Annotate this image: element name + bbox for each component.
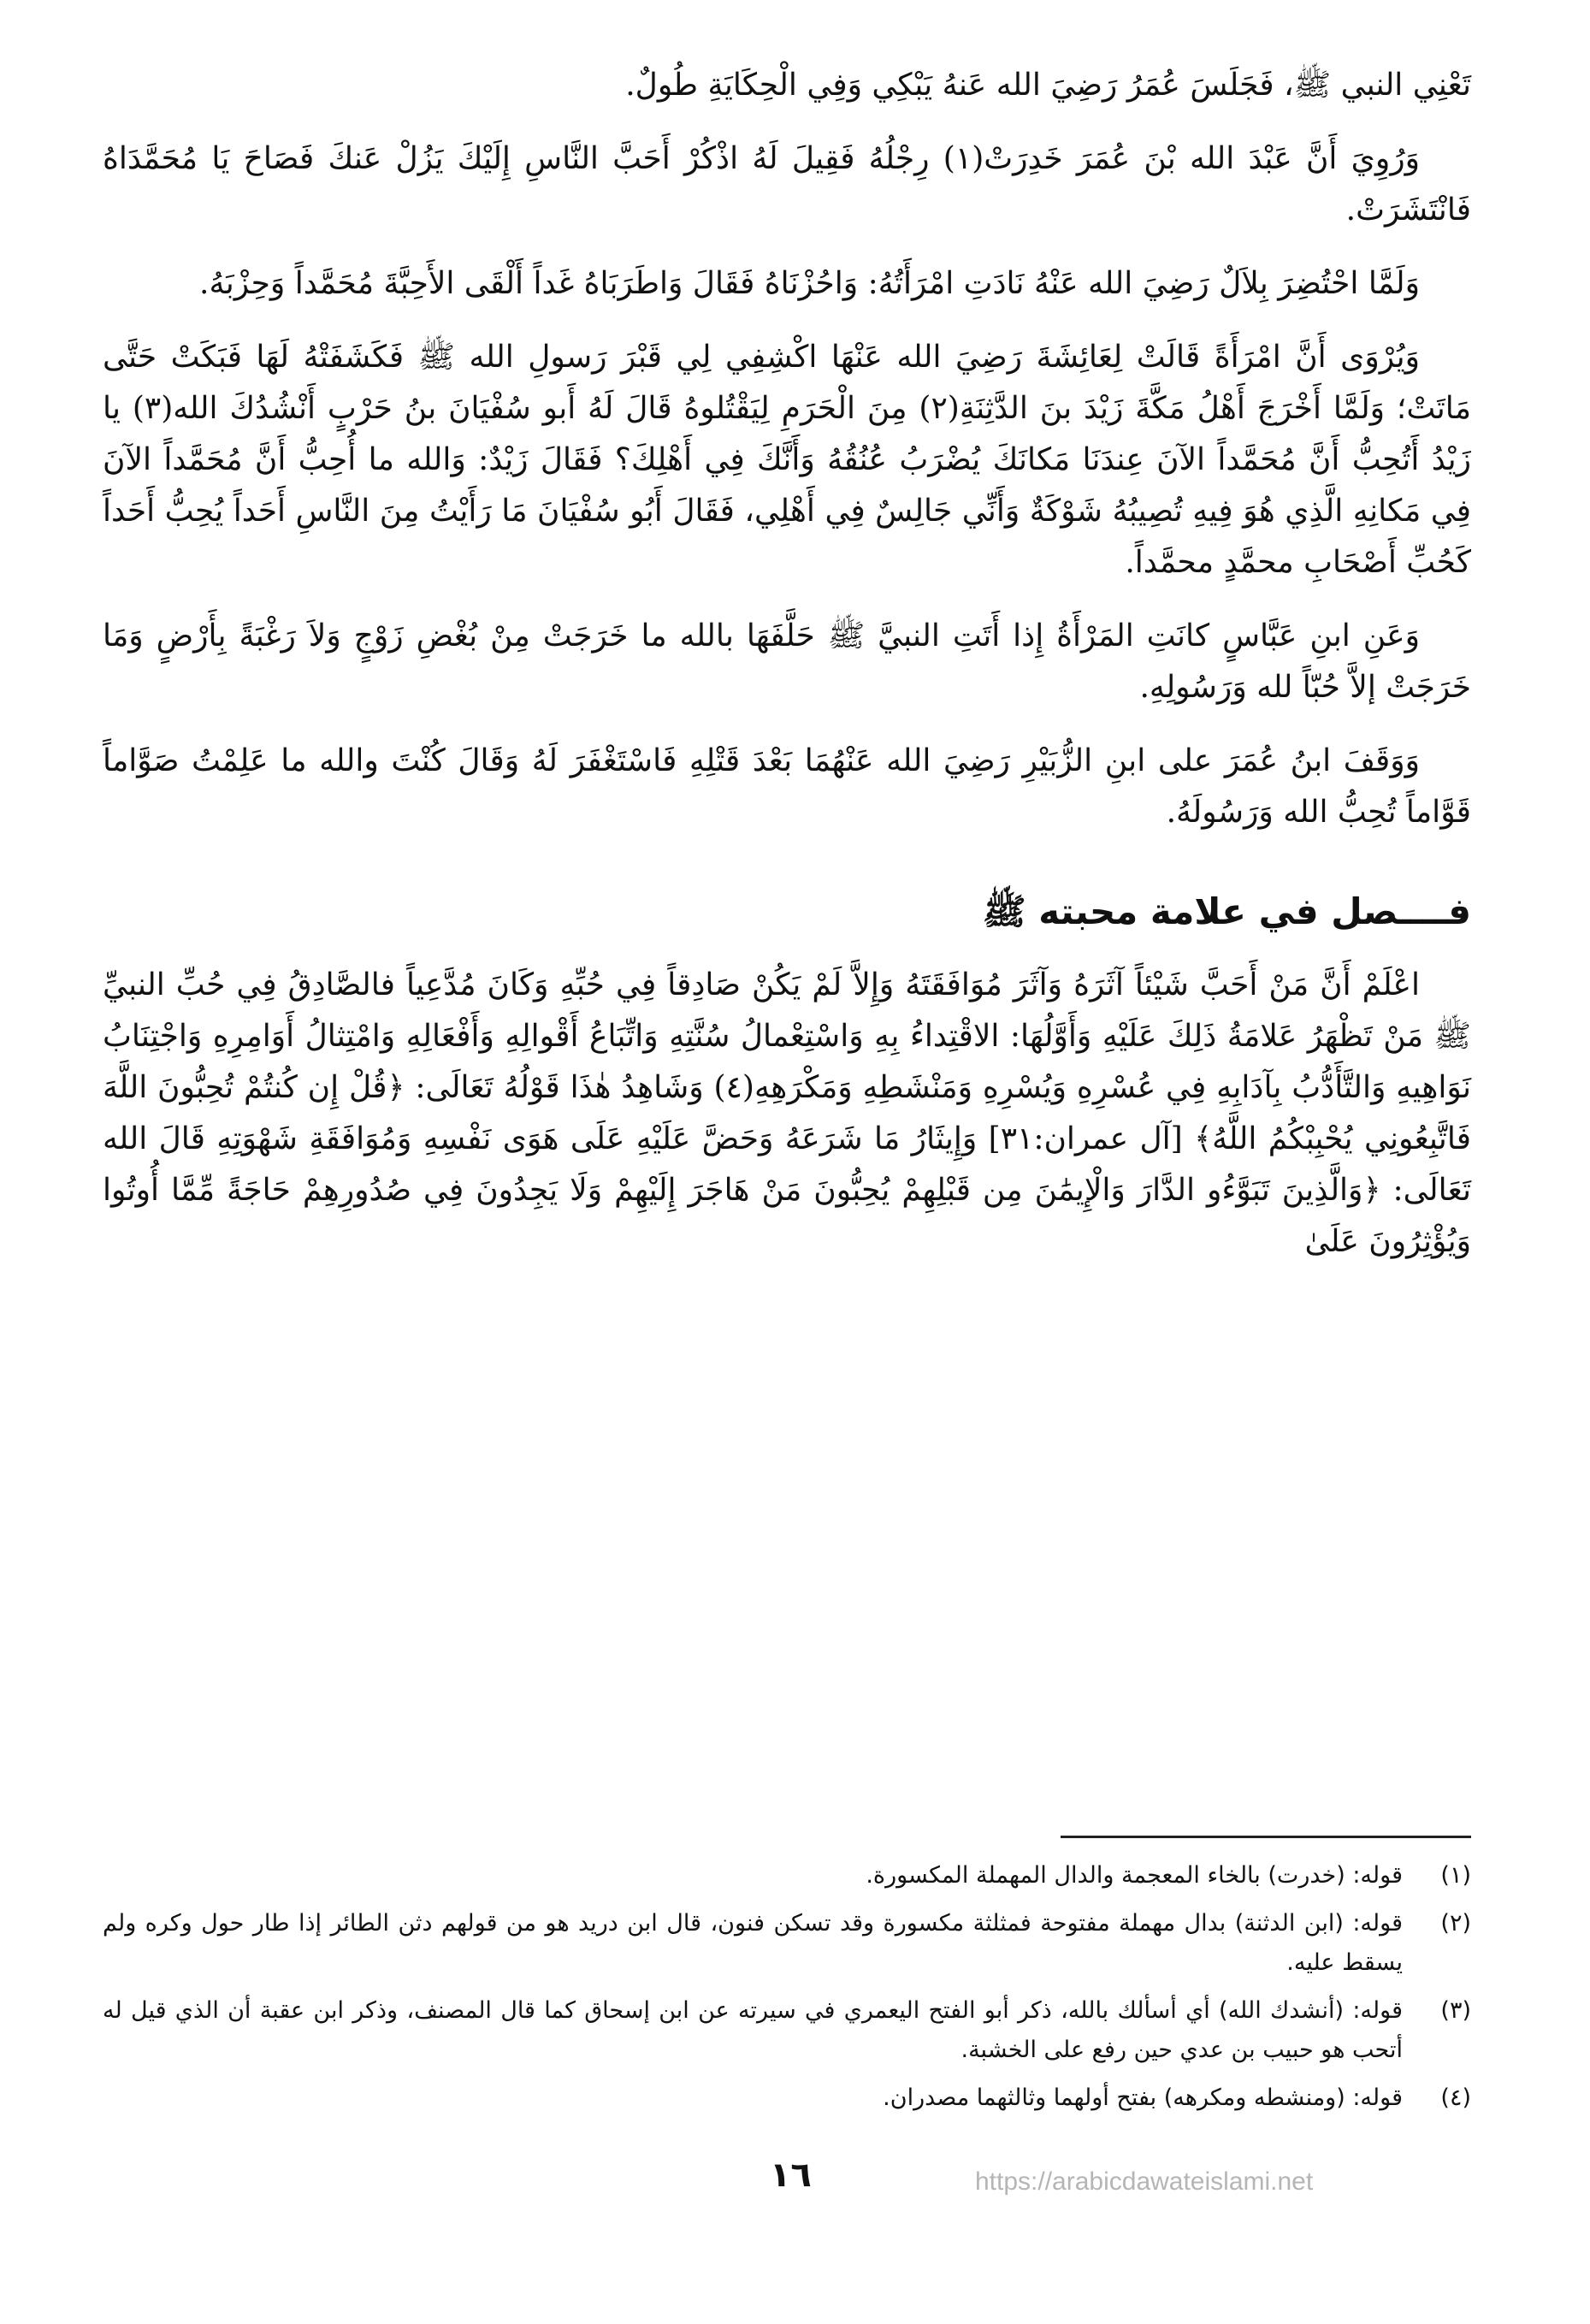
paragraph: وَيُرْوَى أَنَّ امْرَأَةً قَالَتْ لِعَائِشَةَ رَضِيَ الله عَنْهَا اكْشِفِي لِي قَبْرَ رَسولِ الله ﷺ فَكَشَفَتْهُ لَهَا فَبَكَتْ حَتَّى مَاتَتْ؛ وَلَمَّا أَخْرَجَ أَهْلُ مَكَّةَ زَيْدَ بنَ الدَّثِنَةِ(٢) مِنَ الْحَرَمِ لِيَقْتُلوهُ قَالَ لَهُ أَبو سُفْيَانَ بنُ حَرْبٍ أَنْشُدُكَ الله(٣) يا زَيْدُ أَتُحِبُّ أَنَّ مُحَمَّداً الآنَ عِندَنَا مَكانَكَ يُضْرَبُ عُنُقُهُ وَأَنَّكَ فِي أَهْلِكَ؟ فَقَالَ زَيْدٌ: وَالله ما أُحِبُّ أَنَّ مُحَمَّداً الآنَ فِي مَكانِهِ الَّذِي هُوَ فِيهِ تُصِيبُهُ شَوْكَةٌ وَأَنِّي جَالِسٌ فِي أَهْلِي، فَقَالَ أَبُو سُفْيَانَ مَا رَأَيْتُ مِنَ النَّاسِ أَحَداً يُحِبُّ أَحَداً كَحُبِّ أَصْحَابِ محمَّدٍ محمَّداً. [103,340,1471,580]
footnote-text: قوله: (خدرت) بالخاء المعجمة والدال المهملة المكسورة. [866,1862,1403,1889]
paragraph: وَرُوِيَ أَنَّ عَبْدَ الله بْنَ عُمَرَ خَدِرَتْ(١) رِجْلُهُ فَقِيلَ لَهُ اذْكُرْ أَحَبَّ النَّاسِ إِلَيْكَ يَزُلْ عَنكَ فَصَاحَ يَا مُحَمَّدَاهُ فَانْتَشَرَتْ. [103,141,1471,228]
book-page [103,60,1471,2284]
paragraph: اعْلَمْ أَنَّ مَنْ أَحَبَّ شَيْئاً آثَرَهُ وَآثَرَ مُوَافَقَتَهُ وَإِلاَّ لَمْ يَكُنْ صَادِقاً فِي حُبِّهِ وَكَانَ مُدَّعِياً فالصَّادِقُ فِي حُبِّ النبيِّ ﷺ مَنْ تَظْهَرُ عَلامَةُ ذَلِكَ عَلَيْهِ وَأَوَّلُهَا: الاقْتِداءُ بِهِ وَاسْتِعْمالُ سُنَّتِهِ وَاتِّبَاعُ أَقْوالِهِ وَأَفْعَالِهِ وَامْتِثالُ أَوَامِرِهِ وَاجْتِنَابُ نَوَاهِيهِ وَالتَّأَدُّبُ بِآدَابِهِ فِي عُسْرِهِ وَيُسْرِهِ وَمَنْشَطِهِ وَمَكْرَهِهِ(٤) وَشَاهِدُ هٰذَا قَوْلُهُ تَعَالَى: ﴿قُلْ إِن كُنتُمْ تُحِبُّونَ اللَّهَ فَاتَّبِعُونِي يُحْبِبْكُمُ اللَّهُ﴾ [آل عمران:٣١] وَإِيثَارُ مَا شَرَعَهُ وَحَضَّ عَلَيْهِ عَلَى هَوَى نَفْسِهِ وَمُوَافَقَةِ شَهْوَتِهِ قَالَ الله تَعَالَى: ﴿وَالَّذِينَ تَبَوَّءُو الدَّارَ وَالْإِيمَٰنَ مِن قَبْلِهِمْ يُحِبُّونَ مَنْ هَاجَرَ إِلَيْهِمْ وَلَا يَجِدُونَ فِي صُدُورِهِمْ حَاجَةً مِّمَّا أُوتُوا وَيُؤْثِرُونَ عَلَىٰ [103,967,1471,1259]
footnote-number: (١) [1440,1862,1471,1889]
paragraph: وَعَنِ ابنِ عَبَّاسٍ كانَتِ المَرْأَةُ إِذا أَتَتِ النبيَّ ﷺ حَلَّفَهَا بالله ما خَرَجَتْ مِنْ بُغْضِ زَوْجٍ وَلاَ رَغْبَةً بِأَرْضٍ وَمَا خَرَجَتْ إلاَّ حُبّاً لله وَرَسُولِهِ. [103,618,1471,705]
section-heading: فــــصل في علامة محبته ﷺ [982,890,1471,932]
paragraph: وَلَمَّا احْتُضِرَ بِلاَلٌ رَضِيَ الله عَنْهُ نَادَتِ امْرَأَتُهُ: وَاحُزْنَاهُ فَقَالَ وَاطَرَبَاهُ غَداً أَلْقَى الأَحِبَّةَ مُحَمَّداً وَحِزْبَهُ. [199,266,1420,301]
paragraph: وَوَقَفَ ابنُ عُمَرَ على ابنِ الزُّبَيْرِ رَضِيَ الله عَنْهُمَا بَعْدَ قَتْلِهِ فَاسْتَغْفَرَ لَهُ وَقَالَ كُنْتَ والله ما عَلِمْتُ صَوَّاماً قَوَّاماً تُحِبُّ الله وَرَسُولَهُ. [103,743,1471,830]
footnote [103,1904,1471,1983]
page-footer [0,2155,1590,2224]
footnote [103,2079,1471,2118]
footnote-text: قوله: (ابن الدثنة) بدال مهملة مفتوحة فمثلثة مكسورة وقد تسكن فنون، قال ابن دريد هو من قولهم دثن الطائر إذا طار حول وكره ولم يسقط عليه. [103,1910,1403,1976]
paragraph: تَعْنِي النبي ﷺ، فَجَلَسَ عُمَرُ رَضِيَ الله عَنهُ يَبْكِي وَفِي الْحِكَايَةِ طُولٌ. [625,68,1471,103]
footnote [103,1856,1471,1895]
footnote-text: قوله: (ومنشطه ومكرهه) بفتح أولهما وثالثهما مصدران. [883,2085,1403,2111]
footnote-number: (٤) [1440,2085,1471,2111]
watermark-url: https://arabicdawateislami.net [975,2167,1314,2196]
footnote-separator [1061,1836,1471,1838]
footnote [103,1991,1471,2070]
footnote-text: قوله: (أنشدك الله) أي أسألك بالله، ذكر أبو الفتح اليعمري في سيرته عن ابن إسحاق كما قال المصنف، وذكر ابن عقبة أن الذي قيل له أتحب هو حبيب بن عدي حين رفع على الخشبة. [103,1997,1403,2063]
main-text [103,60,1471,1268]
footnotes [103,1856,1471,2126]
footnote-number: (٣) [1440,1997,1471,2024]
footnote-number: (٢) [1440,1910,1471,1937]
page-number: ١٦ [770,2155,812,2195]
